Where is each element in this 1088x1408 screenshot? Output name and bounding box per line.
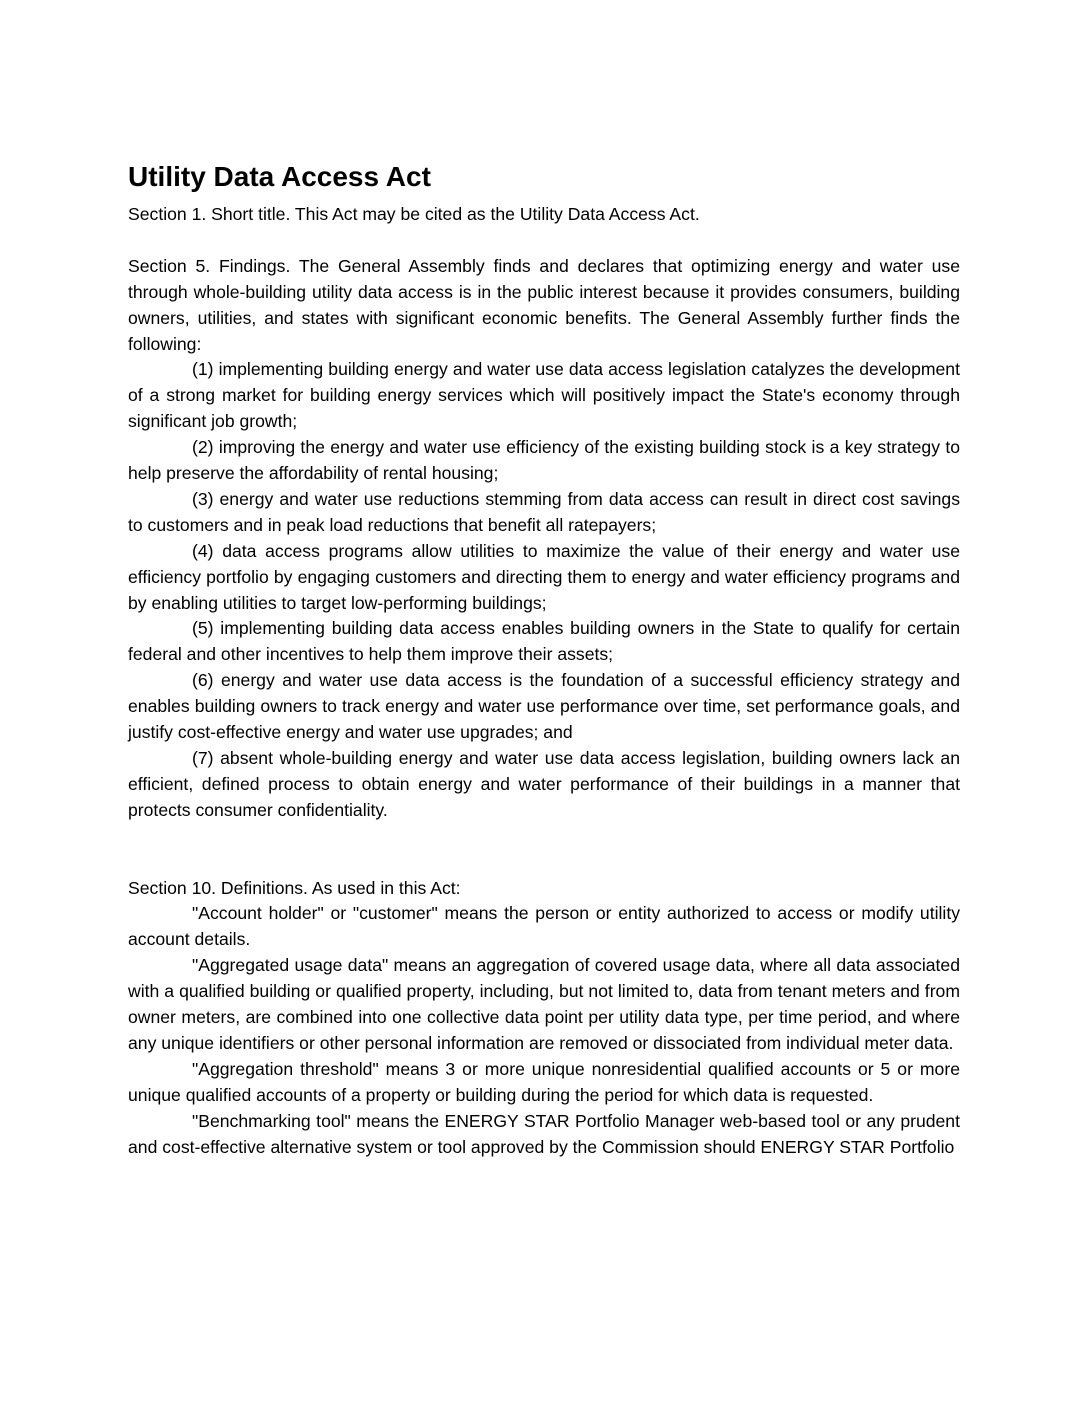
definition-benchmarking-tool: "Benchmarking tool" means the ENERGY STAR Portfolio Manager web-based tool or any prudent and cost-effective alternative system or tool approved by the Commission should ENERGY STAR Portfolio — [128, 1110, 960, 1157]
definition-aggregated-usage-data: "Aggregated usage data" means an aggregation of covered usage data, where all data associated with a qualified building or qualified property, including, but not limited to, data from tenant meters and from owner meters, are combined into one collective data point per utility data type, per time period, and where any unique identifiers or other personal information are removed or dissociated from individual meter data. — [128, 955, 960, 1053]
document-title: Utility Data Access Act — [128, 161, 431, 192]
section-10-intro: Section 10. Definitions. As used in this Act: — [128, 877, 461, 898]
finding-2: (2) improving the energy and water use efficiency of the existing building stock is a key strategy to help preserve the affordability of rental housing; — [128, 437, 960, 484]
document-page — [128, 158, 960, 1161]
finding-4: (4) data access programs allow utilities to maximize the value of their energy and water use efficiency portfolio by engaging customers and directing them to energy and water efficiency programs and by enabling utilities to target low-performing buildings; — [128, 540, 960, 613]
finding-3: (3) energy and water use reductions stemming from data access can result in direct cost savings to customers and in peak load reductions that benefit all ratepayers; — [128, 488, 960, 535]
section-5-intro: Section 5. Findings. The General Assembly finds and declares that optimizing energy and water use through whole-building utility data access is in the public interest because it provides consumers, building owners, utilities, and states with significant economic benefits. The General Assembly further finds the following: — [128, 255, 960, 354]
finding-6: (6) energy and water use data access is the foundation of a successful efficiency strategy and enables building owners to track energy and water use performance over time, set performance goals, and justify cost-effective energy and water use upgrades; and — [128, 670, 960, 743]
definition-account-holder: "Account holder" or "customer" means the person or entity authorized to access or modify utility account details. — [128, 903, 960, 950]
finding-1: (1) implementing building energy and water use data access legislation catalyzes the development of a strong market for building energy services which will positively impact the State's economy through significant job growth; — [128, 359, 960, 432]
finding-7: (7) absent whole-building energy and water use data access legislation, building owners lack an efficient, defined process to obtain energy and water performance of their buildings in a manner that protects consumer confidentiality. — [128, 748, 960, 820]
definition-aggregation-threshold: "Aggregation threshold" means 3 or more unique nonresidential qualified accounts or 5 or more unique qualified accounts of a property or building during the period for which data is requested. — [128, 1058, 960, 1105]
section-1-short-title: Section 1. Short title. This Act may be cited as the Utility Data Access Act. — [128, 204, 700, 224]
finding-5: (5) implementing building data access enables building owners in the State to qualify for certain federal and other incentives to help them improve their assets; — [128, 618, 960, 665]
